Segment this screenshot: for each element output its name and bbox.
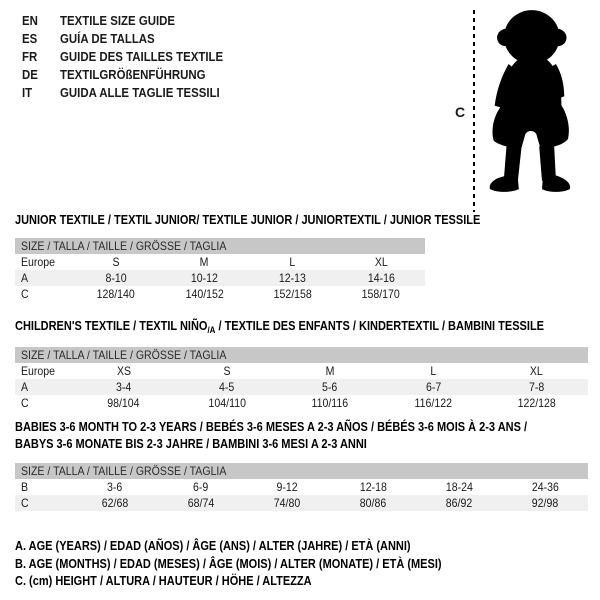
row-label: C xyxy=(21,496,29,510)
junior-table-title: JUNIOR TEXTILE / TEXTIL JUNIOR/ TEXTILE JUNIOR / JUNIORTEXTIL / JUNIOR TESSILE xyxy=(15,213,481,227)
size-cell: L xyxy=(289,255,296,269)
age-cell: 5-6 xyxy=(322,380,338,394)
table-row-height xyxy=(15,395,588,411)
language-title: TEXTILE SIZE GUIDE xyxy=(60,13,176,28)
children-table xyxy=(15,347,588,411)
size-cell: L xyxy=(430,364,437,378)
row-label: Europe xyxy=(21,255,56,269)
age-cell: 3-4 xyxy=(115,380,132,394)
age-cell: 9-12 xyxy=(276,480,298,494)
language-title: GUIDE DES TAILLES TEXTILE xyxy=(60,49,224,64)
row-label: A xyxy=(21,271,29,285)
table-row-europe xyxy=(15,363,588,379)
height-cell: 140/152 xyxy=(185,287,224,301)
language-row-es xyxy=(22,30,245,48)
age-cell: 14-16 xyxy=(367,271,395,285)
legend xyxy=(15,538,500,591)
height-cell: 122/128 xyxy=(517,396,556,410)
row-label: B xyxy=(21,480,29,494)
junior-table xyxy=(15,238,425,302)
height-cell: 92/98 xyxy=(531,496,559,510)
babies-table-title: BABIES 3-6 MONTH TO 2-3 YEARS / BEBÉS 3-6 MESES A 2-3 AÑOS / BÉBÉS 3-6 MOIS À 2-3 ANS / BABYS 3-6 MONATE BIS 2-3 JAHRE / BAMBINI 3-6 MESI A 2-3 ANNI xyxy=(15,420,528,451)
table-row-age xyxy=(15,379,588,395)
children-size-header: SIZE / TALLA / TAILLE / GRÖSSE / TAGLIA xyxy=(15,347,588,363)
age-cell: 18-24 xyxy=(445,480,473,494)
height-cell: 116/122 xyxy=(414,396,452,410)
height-cell: 98/104 xyxy=(107,396,140,410)
age-cell: 24-36 xyxy=(531,480,559,494)
height-cell: 62/68 xyxy=(101,496,129,510)
table-row-europe xyxy=(15,254,425,270)
babies-table xyxy=(15,463,588,511)
age-cell: 6-7 xyxy=(425,380,441,394)
height-cell: 128/140 xyxy=(97,287,136,301)
height-cell: 110/116 xyxy=(311,396,349,410)
row-label: C xyxy=(21,287,29,301)
language-code: FR xyxy=(22,49,38,64)
table-row-age xyxy=(15,270,425,286)
age-cell: 7-8 xyxy=(528,380,545,394)
size-cell: S xyxy=(223,364,231,378)
size-cell: XS xyxy=(116,364,131,378)
language-code: IT xyxy=(22,85,33,100)
height-cell: 74/80 xyxy=(273,496,301,510)
age-cell: 4-5 xyxy=(219,380,235,394)
age-cell: 12-18 xyxy=(359,480,387,494)
language-row-en xyxy=(22,12,245,30)
language-code: ES xyxy=(22,31,38,46)
junior-size-header: SIZE / TALLA / TAILLE / GRÖSSE / TAGLIA xyxy=(15,238,425,254)
language-row-de xyxy=(22,66,245,84)
language-code: EN xyxy=(22,13,38,28)
language-title: TEXTILGRÖßENFÜHRUNG xyxy=(60,67,206,82)
table-row-height xyxy=(15,495,588,511)
age-cell: 12-13 xyxy=(279,271,307,285)
size-cell: M xyxy=(199,255,209,269)
size-cell: S xyxy=(112,255,120,269)
row-label: Europe xyxy=(21,364,56,378)
age-cell: 3-6 xyxy=(107,480,123,494)
babies-size-header: SIZE / TALLA / TAILLE / GRÖSSE / TAGLIA xyxy=(15,463,588,479)
language-list xyxy=(22,12,245,102)
table-row-height xyxy=(15,286,425,302)
size-cell: M xyxy=(325,364,335,378)
row-label: A xyxy=(21,380,29,394)
size-cell: XL xyxy=(374,255,388,269)
language-row-fr xyxy=(22,48,245,66)
height-cell: 68/74 xyxy=(187,496,215,510)
children-table-title: CHILDREN'S TEXTILE / TEXTIL $NIÑO_{/A}$ / TEXTILE DES ENFANTS / KINDERTEXTIL / BAMBINI TESSILE xyxy=(15,319,545,335)
language-title: GUÍA DE TALLAS xyxy=(60,31,155,46)
toddler-silhouette-icon xyxy=(478,5,580,211)
height-measure-dashed-line xyxy=(473,10,475,212)
height-measure-label: C xyxy=(455,104,466,120)
height-cell: 104/110 xyxy=(208,396,246,410)
nino-a-subscript: /A xyxy=(207,325,216,335)
age-cell: 6-9 xyxy=(193,480,209,494)
legend-height: C. (cm) HEIGHT / ALTURA / HAUTEUR / HÖHE / ALTEZZA xyxy=(15,574,312,588)
legend-age-years: A. AGE (YEARS) / EDAD (AÑOS) / ÂGE (ANS) / ALTER (JAHRE) / ETÀ (ANNI) xyxy=(15,539,411,553)
row-label: C xyxy=(21,396,29,410)
height-cell: 152/158 xyxy=(273,287,312,301)
table-row-age-months xyxy=(15,479,588,495)
language-code: DE xyxy=(22,67,38,82)
size-cell: XL xyxy=(529,364,543,378)
legend-age-months: B. AGE (MONTHS) / EDAD (MESES) / ÂGE (MOIS) / ALTER (MONATE) / ETÀ (MESI) xyxy=(15,556,442,571)
height-cell: 80/86 xyxy=(359,496,387,510)
height-cell: 158/170 xyxy=(361,287,400,301)
age-cell: 8-10 xyxy=(105,271,127,285)
height-cell: 86/92 xyxy=(445,496,473,510)
language-title: GUIDA ALLE TAGLIE TESSILI xyxy=(60,85,220,100)
language-row-it xyxy=(22,84,245,102)
age-cell: 10-12 xyxy=(190,271,218,285)
